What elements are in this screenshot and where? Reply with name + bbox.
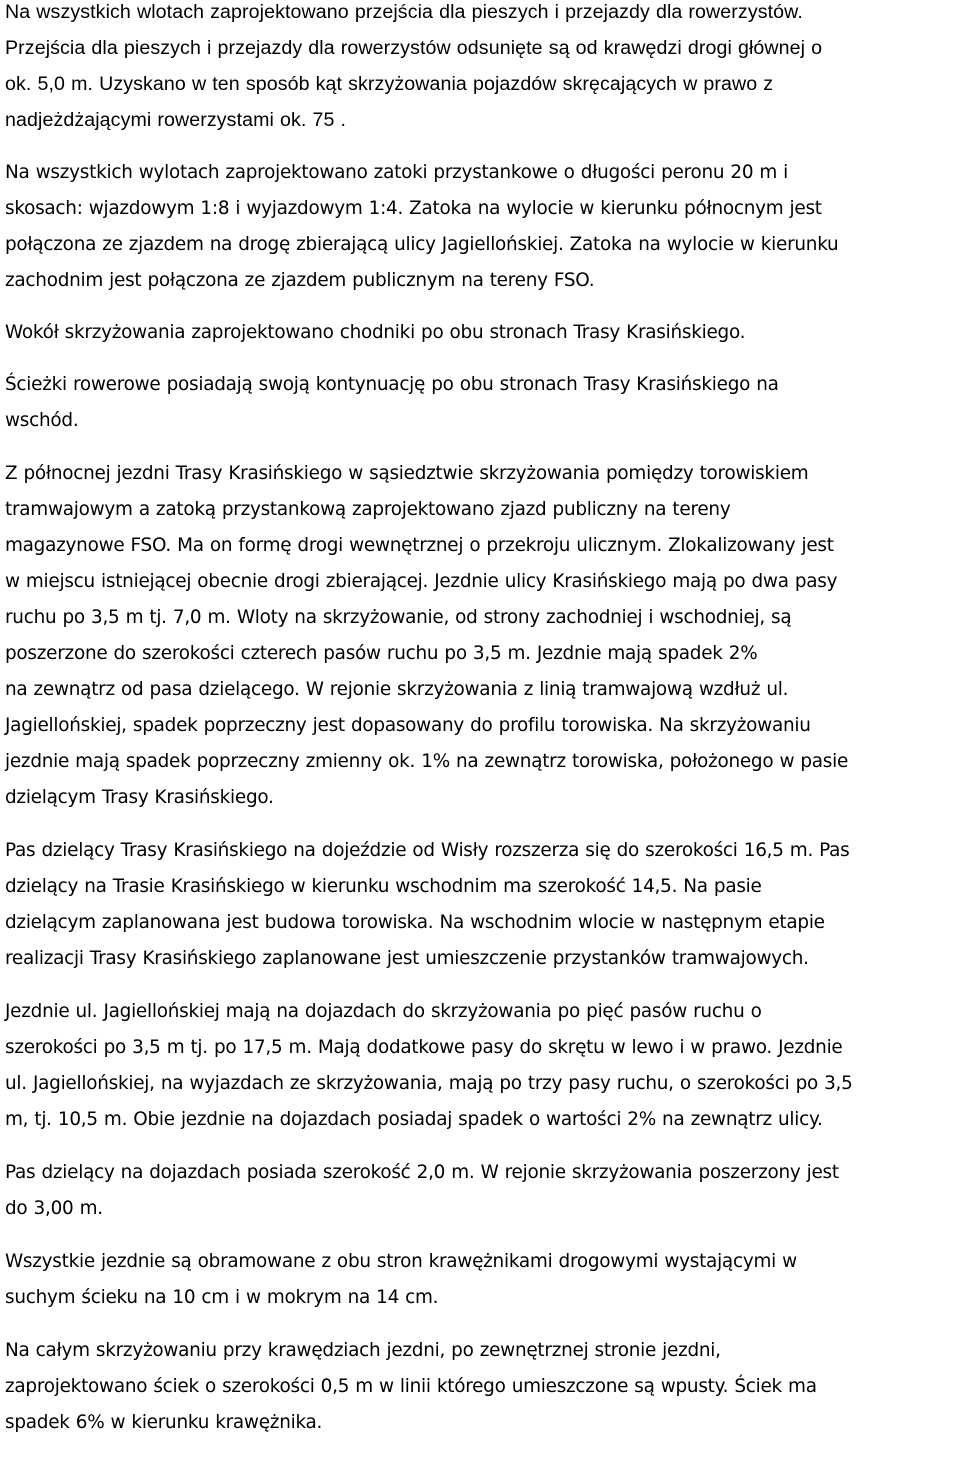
text-line: Jagiellońskiej, spadek poprzeczny jest dopasowany do profilu torowiska. Na skrzyżowaniu	[5, 715, 811, 736]
text-line: połączona ze zjazdem na drogę zbierającą ulicy Jagiellońskiej. Zatoka na wylocie w kierunku	[5, 234, 839, 255]
paragraph-approach-median	[5, 1155, 957, 1227]
text-line: w miejscu istniejącej obecnie drogi zbierającej. Jezdnie ulicy Krasińskiego mają po dwa pasy	[5, 571, 838, 592]
text-line: Jezdnie ul. Jagiellońskiej mają na dojazdach do skrzyżowania po pięć pasów ruchu o	[5, 1001, 762, 1022]
text-line: nadjeżdżającymi rowerzystami ok. 75 .	[5, 109, 347, 131]
paragraph-curbs	[5, 1244, 957, 1316]
text-line: zachodnim jest połączona ze zjazdem publicznym na tereny FSO.	[5, 270, 595, 291]
text-line: dzielący na Trasie Krasińskiego w kierunku wschodnim ma szerokość 14,5. Na pasie	[5, 876, 762, 897]
text-line: m, tj. 10,5 m. Obie jezdnie na dojazdach posiadaj spadek o wartości 2% na zewnątrz ulicy.	[5, 1109, 823, 1130]
text-line: wschód.	[5, 410, 79, 431]
text-line: zaprojektowano ściek o szerokości 0,5 m w linii którego umieszczone są wpusty. Ściek ma	[5, 1376, 817, 1397]
text-line: jezdnie mają spadek poprzeczny zmienny ok. 1% na zewnątrz torowiska, położonego w pasie	[5, 751, 849, 772]
text-line: dzielącym Trasy Krasińskiego.	[5, 787, 274, 808]
document-page	[5, 0, 957, 1441]
text-line: spadek 6% w kierunku krawężnika.	[5, 1412, 323, 1433]
text-line: Ścieżki rowerowe posiadają swoją kontynuację po obu stronach Trasy Krasińskiego na	[5, 374, 779, 395]
text-line: Pas dzielący na dojazdach posiada szerokość 2,0 m. W rejonie skrzyżowania poszerzony jest	[5, 1162, 839, 1183]
text-line: tramwajowym a zatoką przystankową zaprojektowano zjazd publiczny na tereny	[5, 499, 731, 520]
text-line: szerokości po 3,5 m tj. po 17,5 m. Mają dodatkowe pasy do skrętu w lewo i w prawo. Jezdnie	[5, 1037, 843, 1058]
text-line: Na wszystkich wlotach zaprojektowano przejścia dla pieszych i przejazdy dla rowerzystów.	[5, 1, 803, 23]
text-line: Na wszystkich wylotach zaprojektowano zatoki przystankowe o długości peronu 20 m i	[5, 162, 789, 183]
paragraph-drainage	[5, 1333, 957, 1441]
text-line: ruchu po 3,5 m tj. 7,0 m. Wloty na skrzyżowanie, od strony zachodniej i wschodniej, są	[5, 607, 792, 628]
text-line: ok. 5,0 m. Uzyskano w ten sposób kąt skrzyżowania pojazdów skręcających w prawo z	[5, 73, 774, 95]
paragraph-bus-bays	[5, 155, 957, 299]
paragraph-bike-paths	[5, 367, 957, 439]
text-line: na zewnątrz od pasa dzielącego. W rejonie skrzyżowania z linią tramwajową wzdłuż ul.	[5, 679, 789, 700]
text-line: magazynowe FSO. Ma on formę drogi wewnętrznej o przekroju ulicznym. Zlokalizowany jest	[5, 535, 834, 556]
text-line: dzielącym zaplanowana jest budowa torowiska. Na wschodnim wlocie w następnym etapie	[5, 912, 825, 933]
text-line: skosach: wjazdowym 1:8 i wyjazdowym 1:4. Zatoka na wylocie w kierunku północnym jest	[5, 198, 822, 219]
text-line: Wszystkie jezdnie są obramowane z obu stron krawężnikami drogowymi wystającymi w	[5, 1251, 797, 1272]
text-line: Wokół skrzyżowania zaprojektowano chodniki po obu stronach Trasy Krasińskiego.	[5, 322, 746, 343]
text-line: Na całym skrzyżowaniu przy krawędziach jezdni, po zewnętrznej stronie jezdni,	[5, 1340, 721, 1361]
text-line: Pas dzielący Trasy Krasińskiego na dojeździe od Wisły rozszerza się do szerokości 16,5 m. Pas	[5, 840, 850, 861]
paragraph-median	[5, 833, 957, 977]
text-line: Z północnej jezdni Trasy Krasińskiego w sąsiedztwie skrzyżowania pomiędzy torowiskiem	[5, 463, 809, 484]
paragraph-sidewalks	[5, 315, 957, 351]
text-line: suchym ścieku na 10 cm i w mokrym na 14 cm.	[5, 1287, 439, 1308]
paragraph-north-roadway	[5, 456, 957, 816]
paragraph-pedestrian-crossings	[5, 0, 957, 138]
text-line: poszerzone do szerokości czterech pasów ruchu po 3,5 m. Jezdnie mają spadek 2%	[5, 643, 758, 664]
text-line: Przejścia dla pieszych i przejazdy dla rowerzystów odsunięte są od krawędzi drogi głównej o	[5, 37, 823, 59]
text-line: realizacji Trasy Krasińskiego zaplanowane jest umieszczenie przystanków tramwajowych.	[5, 948, 809, 969]
text-line: ul. Jagiellońskiej, na wyjazdach ze skrzyżowania, mają po trzy pasy ruchu, o szerokości po 3,5	[5, 1073, 853, 1094]
paragraph-jagiellonska-roadways	[5, 994, 957, 1138]
text-line: do 3,00 m.	[5, 1198, 103, 1219]
